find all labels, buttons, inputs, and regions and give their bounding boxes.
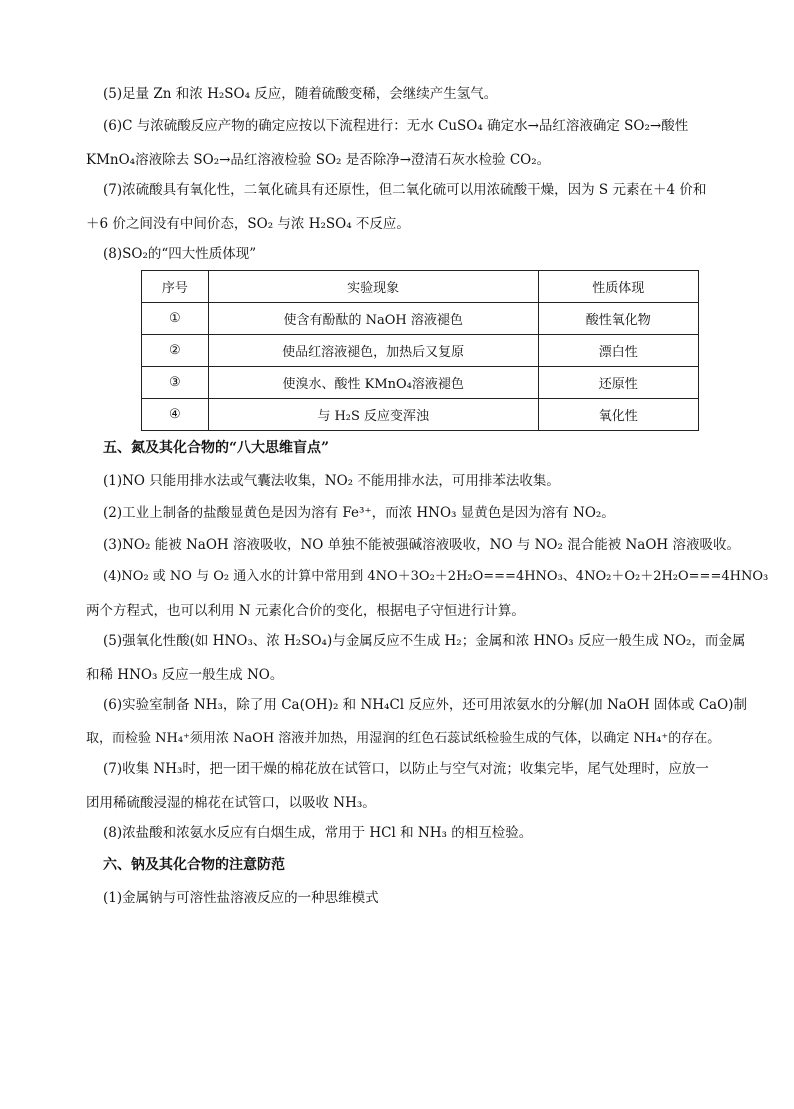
table-cell: 酸性氧化物 bbox=[538, 303, 698, 335]
s5-item-2 bbox=[103, 501, 739, 525]
section-5-heading: 五、氮及其化合物的“八大思维盲点” bbox=[103, 440, 330, 456]
text-line: (5)强氧化性酸(如 HNO₃、浓 H₂SO₄)与金属反应不生成 H₂；金属和浓 HNO₃ 反应一般生成 NO₂，而金属 bbox=[103, 633, 746, 649]
text-line: ＋6 价之间没有中间价态，SO₂ 与浓 H₂SO₄ 不反应。 bbox=[86, 216, 410, 232]
column-header: 性质体现 bbox=[538, 271, 698, 303]
s5-item-3 bbox=[103, 533, 739, 557]
text-line: (3)NO₂ 能被 NaOH 溶液吸收，NO 单独不能被强碱溶液吸收，NO 与 NO₂ 混合能被 NaOH 溶液吸收。 bbox=[103, 537, 740, 553]
s4-item-7 bbox=[86, 178, 739, 236]
s4-item-8 bbox=[103, 242, 739, 266]
text-line: (7)浓硫酸具有氧化性，二氧化硫具有还原性，但二氧化硫可以用浓硫酸干燥，因为 S 元素在＋4 价和 bbox=[103, 182, 707, 198]
table-cell: ② bbox=[142, 335, 209, 367]
text-line: (4)NO₂ 或 NO 与 O₂ 通入水的计算中常用到 4NO＋3O₂＋2H₂O===4HNO₃、4NO₂＋O₂＋2H₂O===4HNO₃ bbox=[103, 569, 769, 584]
s5-item-1 bbox=[103, 469, 739, 493]
s4-item-5 bbox=[103, 82, 739, 106]
table-cell: 使品红溶液褪色，加热后又复原 bbox=[208, 335, 538, 367]
table-cell: 氧化性 bbox=[538, 399, 698, 431]
s4-item-6 bbox=[86, 114, 739, 172]
s6-item-1 bbox=[103, 886, 739, 910]
text-line: KMnO₄溶液除去 SO₂→品红溶液检验 SO₂ 是否除净→澄清石灰水检验 CO₂。 bbox=[86, 152, 551, 168]
table-cell: 还原性 bbox=[538, 367, 698, 399]
table-cell: ④ bbox=[142, 399, 209, 431]
text-line: 和稀 HNO₃ 反应一般生成 NO。 bbox=[86, 667, 284, 683]
text-line: (6)实验室制备 NH₃，除了用 Ca(OH)₂ 和 NH₄Cl 反应外，还可用浓氨水的分解(加 NaOH 固体或 CaO)制 bbox=[103, 697, 747, 713]
section-6-heading: 六、钠及其化合物的注意防范 bbox=[103, 857, 285, 873]
table-cell: 与 H₂S 反应变浑浊 bbox=[208, 399, 538, 431]
text-line: 取，而检验 NH₄⁺须用浓 NaOH 溶液并加热，用湿润的红色石蕊试纸检验生成的气体，以确定 NH₄⁺的存在。 bbox=[86, 731, 721, 746]
table-row bbox=[142, 303, 699, 335]
table-cell: 使含有酚酞的 NaOH 溶液褪色 bbox=[208, 303, 538, 335]
table-cell: ③ bbox=[142, 367, 209, 399]
text-line: (8)浓盐酸和浓氨水反应有白烟生成，常用于 HCl 和 NH₃ 的相互检验。 bbox=[103, 825, 533, 841]
column-header: 序号 bbox=[142, 271, 209, 303]
text-line: (6)C 与浓硫酸反应产物的确定应按以下流程进行：无水 CuSO₄ 确定水→品红溶液确定 SO₂→酸性 bbox=[103, 118, 689, 134]
text-line: 团用稀硫酸浸湿的棉花在试管口，以吸收 NH₃。 bbox=[86, 795, 376, 811]
s5-item-5 bbox=[86, 629, 746, 687]
column-header: 实验现象 bbox=[208, 271, 538, 303]
text-line: (1)NO 只能用排水法或气囊法收集，NO₂ 不能用排水法，可用排苯法收集。 bbox=[103, 473, 560, 489]
text-line: (5)足量 Zn 和浓 H₂SO₄ 反应，随着硫酸变稀，会继续产生氢气。 bbox=[103, 86, 498, 102]
text-line: (2)工业上制备的盐酸显黄色是因为溶有 Fe³⁺，而浓 HNO₃ 显黄色是因为溶有 NO₂。 bbox=[103, 505, 615, 521]
text-line: (7)收集 NH₃时，把一团干燥的棉花放在试管口，以防止与空气对流；收集完毕，尾气处理时，应放一 bbox=[103, 761, 709, 777]
table-row bbox=[142, 399, 699, 431]
so2-properties-table bbox=[141, 270, 699, 431]
text-line: 两个方程式，也可以利用 N 元素化合价的变化，根据电子守恒进行计算。 bbox=[86, 603, 525, 619]
table-cell: 漂白性 bbox=[538, 335, 698, 367]
s5-item-6 bbox=[86, 693, 747, 751]
s5-item-7 bbox=[86, 757, 739, 815]
s5-item-4 bbox=[86, 565, 769, 623]
s5-item-8 bbox=[103, 821, 739, 845]
text-line: (8)SO₂的“四大性质体现” bbox=[103, 246, 257, 262]
table-cell: ① bbox=[142, 303, 209, 335]
table-header-row bbox=[142, 271, 699, 303]
table-cell: 使溴水、酸性 KMnO₄溶液褪色 bbox=[208, 367, 538, 399]
text-line: (1)金属钠与可溶性盐溶液反应的一种思维模式 bbox=[103, 890, 379, 906]
table-row bbox=[142, 335, 699, 367]
table-row bbox=[142, 367, 699, 399]
